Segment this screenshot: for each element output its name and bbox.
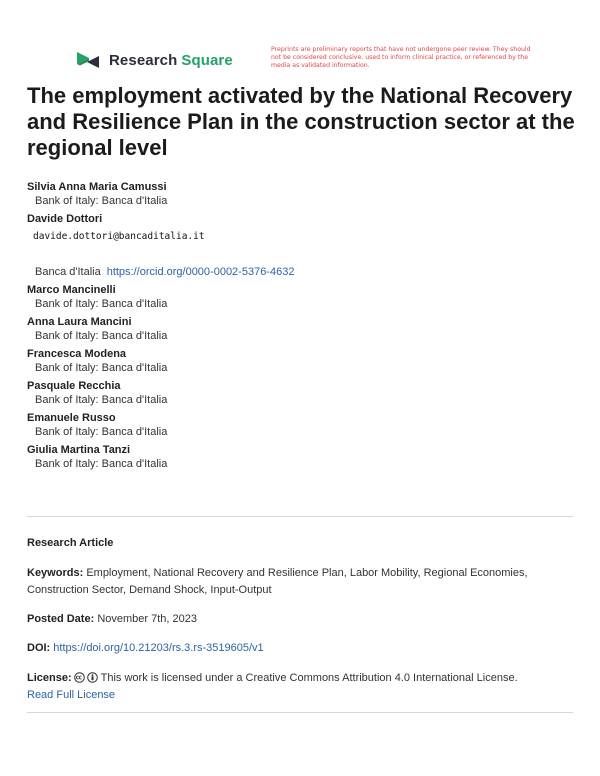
author-affiliation: Bank of Italy: Banca d'Italia bbox=[35, 458, 168, 470]
author-entry bbox=[27, 315, 577, 343]
author-entry bbox=[27, 411, 577, 439]
posted-date bbox=[27, 611, 577, 628]
author-affiliation: Bank of Italy: Banca d'Italia bbox=[35, 394, 168, 406]
author-entry bbox=[27, 283, 577, 311]
doi-label: DOI: bbox=[27, 642, 51, 654]
by-icon bbox=[87, 672, 98, 683]
author-entry bbox=[27, 379, 577, 407]
author-affiliation: Bank of Italy: Banca d'Italia bbox=[35, 195, 168, 207]
author-affiliation: Bank of Italy: Banca d'Italia bbox=[35, 426, 168, 438]
author-entry bbox=[27, 180, 577, 208]
author-affiliation: Bank of Italy: Banca d'Italia bbox=[35, 362, 168, 374]
author-name: Giulia Martina Tanzi bbox=[27, 444, 131, 456]
author-name: Davide Dottori bbox=[27, 213, 103, 225]
logo-wordmark: Research Square bbox=[109, 51, 233, 69]
author-name: Silvia Anna Maria Camussi bbox=[27, 181, 167, 193]
affiliation-text: Banca d'Italia bbox=[35, 266, 101, 278]
license bbox=[27, 670, 577, 704]
research-square-logo-icon bbox=[75, 49, 101, 71]
read-full-license-link[interactable]: Read Full License bbox=[27, 689, 116, 701]
cc-license-icons bbox=[74, 672, 98, 683]
author-name: Marco Mancinelli bbox=[27, 284, 116, 296]
keywords-value: Employment, National Recovery and Resilience Plan, Labor Mobility, Regional Economies, Construction Sector, Demand Shock, Input-Output bbox=[27, 567, 528, 596]
article-title: The employment activated by the National Recovery and Resilience Plan in the construction sector at the regional level bbox=[27, 83, 575, 160]
license-label: License: bbox=[27, 672, 72, 684]
author-name: Emanuele Russo bbox=[27, 412, 116, 424]
cc-icon bbox=[74, 672, 85, 683]
doi bbox=[27, 640, 577, 657]
author-name: Pasquale Recchia bbox=[27, 380, 121, 392]
author-entry bbox=[27, 212, 577, 279]
author-list bbox=[27, 180, 577, 475]
posted-date-value: November 7th, 2023 bbox=[97, 613, 197, 625]
author-entry bbox=[27, 347, 577, 375]
article-type: Research Article bbox=[27, 537, 114, 549]
orcid-link[interactable]: https://orcid.org/0000-0002-5376-4632 bbox=[106, 266, 295, 278]
author-name: Anna Laura Mancini bbox=[27, 316, 132, 328]
preprint-disclaimer: Preprints are preliminary reports that have not undergone peer review. They should not be considered conclusive, used to inform clinical practice, or referenced by the media as validated information. bbox=[271, 46, 531, 69]
author-affiliation bbox=[27, 265, 577, 279]
divider bbox=[27, 516, 573, 517]
license-text: This work is licensed under a Creative Commons Attribution 4.0 International License. bbox=[100, 672, 518, 684]
author-affiliation: Bank of Italy: Banca d'Italia bbox=[35, 298, 168, 310]
author-name: Francesca Modena bbox=[27, 348, 127, 360]
divider bbox=[27, 712, 573, 713]
author-entry bbox=[27, 443, 577, 471]
research-square-logo[interactable] bbox=[75, 48, 233, 72]
author-email[interactable]: davide.dottori@bancaditalia.it bbox=[33, 231, 205, 242]
author-affiliation: Bank of Italy: Banca d'Italia bbox=[35, 330, 168, 342]
keywords bbox=[27, 565, 577, 599]
posted-date-label: Posted Date: bbox=[27, 613, 95, 625]
doi-link[interactable]: https://doi.org/10.21203/rs.3.rs-3519605/v1 bbox=[53, 642, 264, 654]
keywords-label: Keywords: bbox=[27, 567, 84, 579]
